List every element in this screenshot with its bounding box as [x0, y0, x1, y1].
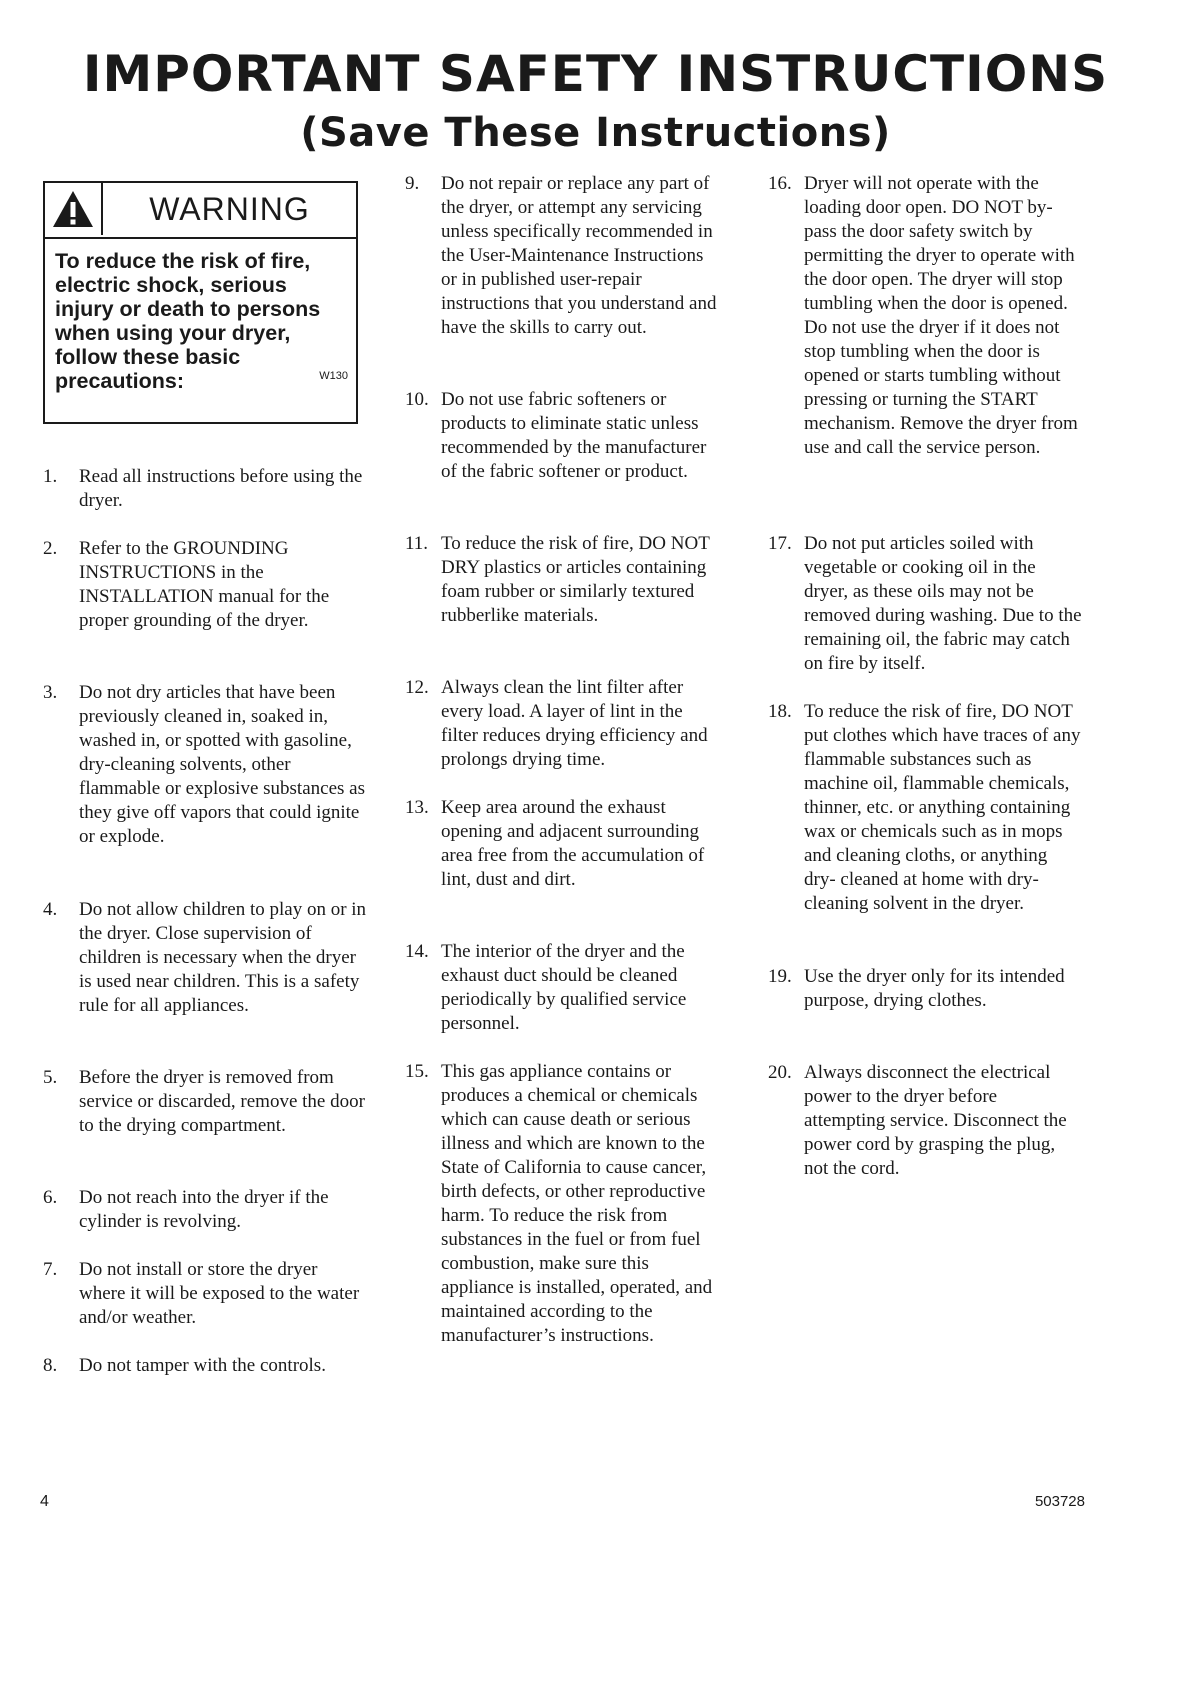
- instruction-item-1: 1. Read all instructions before using the dryer.: [43, 466, 363, 511]
- instruction-item-18: 18. To reduce the risk of fire, DO NOT put clothes which have traces of any flammable substances such as machine oil, flammable chemicals, thinner, etc. or anything containing wax or chemicals such as in mops and cleaning cloths, or anything dry- cleaned at home with dry-cleaning solvent in the dryer.: [768, 701, 1081, 914]
- warning-title: WARNING: [149, 191, 310, 227]
- instruction-item-2: 2. Refer to the GROUNDING INSTRUCTIONS in the INSTALLATION manual for the proper grounding of the dryer.: [43, 538, 330, 631]
- page-number: 4: [40, 1493, 49, 1510]
- instruction-item-10: 10. Do not use fabric softeners or products to eliminate static unless recommended by the manufacturer of the fabric softener or product.: [405, 389, 707, 482]
- document-code: 503728: [1034, 1493, 1085, 1510]
- instruction-item-3: 3. Do not dry articles that have been previously cleaned in, soaked in, washed in, or spotted with gasoline, dry-cleaning solvents, other flammable or explosive substances as they give off vapors that could ignite or explode.: [43, 682, 365, 847]
- instructions-column-1: [43, 0, 368, 1683]
- instructions-column-3: [768, 0, 1083, 1683]
- instruction-item-20: 20. Always disconnect the electrical power to the dryer before attempting service. Disconnect the power cord by grasping the plug, not the cord.: [768, 1062, 1067, 1179]
- instruction-item-17: 17. Do not put articles soiled with vegetable or cooking oil in the dryer, as these oils may not be removed during washing. Due to the remaining oil, the fabric may catch on fire by itself.: [768, 533, 1082, 674]
- instruction-item-5: 5. Before the dryer is removed from service or discarded, remove the door to the drying compartment.: [43, 1067, 365, 1136]
- instruction-item-14: 14. The interior of the dryer and the exhaust duct should be cleaned periodically by qualified service personnel.: [405, 941, 687, 1034]
- instructions-column-2: [405, 0, 723, 1683]
- instruction-item-13: 13. Keep area around the exhaust opening and adjacent surrounding area free from the accumulation of lint, dust and dirt.: [405, 797, 705, 890]
- page-subtitle: (Save These Instructions): [300, 110, 891, 156]
- instruction-item-8: 8. Do not tamper with the controls.: [43, 1355, 326, 1376]
- instruction-item-6: 6. Do not reach into the dryer if the cylinder is revolving.: [43, 1187, 329, 1232]
- warning-text: To reduce the risk of fire, electric shock, serious injury or death to persons when using your dryer, follow these basic precautions:: [55, 249, 321, 393]
- instruction-item-15: 15. This gas appliance contains or produces a chemical or chemicals which can cause death or serious illness and which are known to the State of California to cause cancer, birth defects, or other reproductive harm. To reduce the risk from substances in the fuel or from fuel combustion, make sure this appliance is installed, operated, and maintained according to the manufacturer’s instructions.: [405, 1061, 713, 1346]
- instruction-item-12: 12. Always clean the lint filter after every load. A layer of lint in the filter reduces drying efficiency and prolongs drying time.: [405, 677, 708, 770]
- instruction-item-16: 16. Dryer will not operate with the loading door open. DO NOT by-pass the door safety switch by permitting the dryer to operate with the door open. The dryer will stop tumbling when the door is opened. Do not use the dryer if it does not stop tumbling when the door is opened or starts tumbling without pressing or turning the START mechanism. Remove the dryer from use and call the service person.: [768, 173, 1078, 458]
- instruction-item-19: 19. Use the dryer only for its intended purpose, drying clothes.: [768, 966, 1065, 1011]
- instruction-item-7: 7. Do not install or store the dryer where it will be exposed to the water and/or weather.: [43, 1259, 360, 1328]
- instruction-item-9: 9. Do not repair or replace any part of the dryer, or attempt any servicing unless specifically recommended in the User-Maintenance Instructions or in published user-repair instructions that you understand and have the skills to carry out.: [405, 173, 717, 338]
- instruction-item-4: 4. Do not allow children to play on or in the dryer. Close supervision of children is necessary when the dryer is used near children. This is a safety rule for all appliances.: [43, 899, 367, 1016]
- instruction-item-11: 11. To reduce the risk of fire, DO NOT DRY plastics or articles containing foam rubber or similarly textured rubberlike materials.: [405, 533, 710, 626]
- page-title: IMPORTANT SAFETY INSTRUCTIONS: [82, 45, 1109, 103]
- warning-code: W130: [319, 370, 348, 382]
